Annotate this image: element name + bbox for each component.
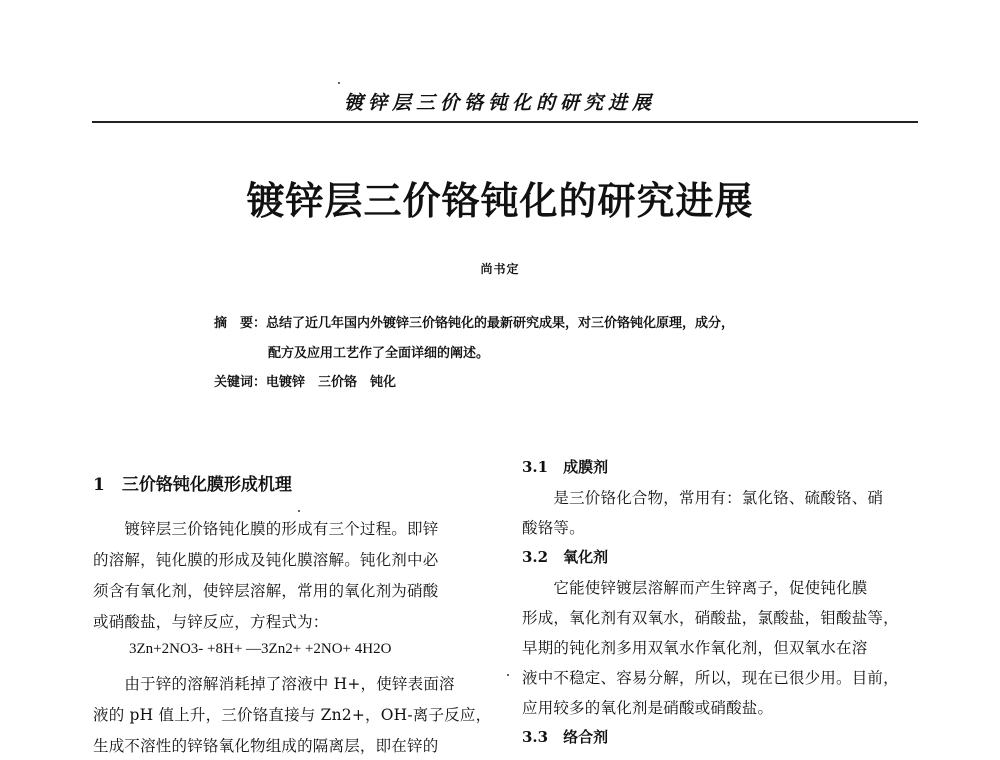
chemical-equation: 3Zn+2NO3- +8H+ —3Zn2+ +2NO+ 4H2O <box>129 641 392 657</box>
body-line: 的溶解，钝化膜的形成及钝化膜溶解。钝化剂中必 <box>93 551 439 569</box>
subsection-3-3-heading: 3.3 络合剂 <box>522 728 609 746</box>
running-header: 镀锌层三价铬钝化的研究进展 <box>343 92 656 114</box>
abstract-line-2: 配方及应用工艺作了全面详细的阐述。 <box>268 346 490 361</box>
article-title: 镀锌层三价铬钝化的研究进展 <box>246 178 754 223</box>
body-line: 镀锌层三价铬钝化膜的形成有三个过程。即锌 <box>93 520 439 538</box>
body-line: 形成，氧化剂有双氧水，硝酸盐，氯酸盐，钼酸盐等， <box>522 609 899 627</box>
body-line: 须含有氧化剂，使锌层溶解，常用的氧化剂为硝酸 <box>93 582 439 600</box>
scan-speck <box>298 510 300 512</box>
keywords-line: 关键词：电镀锌 三价铬 钝化 <box>214 375 397 390</box>
scan-speck <box>507 674 509 676</box>
subsection-3-1-heading: 3.1 成膜剂 <box>522 458 609 476</box>
body-line: 酸铬等。 <box>522 519 585 537</box>
body-line: 应用较多的氧化剂是硝酸或硝酸盐。 <box>522 699 774 717</box>
body-line: 由于锌的溶解消耗掉了溶液中 H+，使锌表面溶 <box>93 675 455 693</box>
body-line: 生成不溶性的锌铬氧化物组成的隔离层，即在锌的 <box>93 737 439 755</box>
abstract-line-1: 摘 要：总结了近几年国内外镀锌三价铬钝化的最新研究成果，对三价铬钝化原理，成分， <box>214 316 735 331</box>
author-name: 尚书定 <box>480 262 520 276</box>
body-line: 早期的钝化剂多用双氧水作氧化剂，但双氧水在溶 <box>522 639 868 657</box>
header-rule <box>92 121 918 123</box>
subsection-3-2-heading: 3.2 氧化剂 <box>522 548 609 566</box>
body-line: 是三价铬化合物，常用有：氯化铬、硫酸铬、硝 <box>522 489 884 507</box>
section-1-heading: 1 三价铬钝化膜形成机理 <box>93 475 292 495</box>
body-line: 或硝酸盐，与锌反应，方程式为： <box>93 613 329 631</box>
body-line: 它能使锌镀层溶解而产生锌离子，促使钝化膜 <box>522 579 868 597</box>
body-line: 液的 pH 值上升，三价铬直接与 Zn2+，OH-离子反应， <box>93 706 492 724</box>
scan-speck <box>338 82 340 84</box>
body-line: 液中不稳定、容易分解，所以，现在已很少用。目前， <box>522 669 899 687</box>
